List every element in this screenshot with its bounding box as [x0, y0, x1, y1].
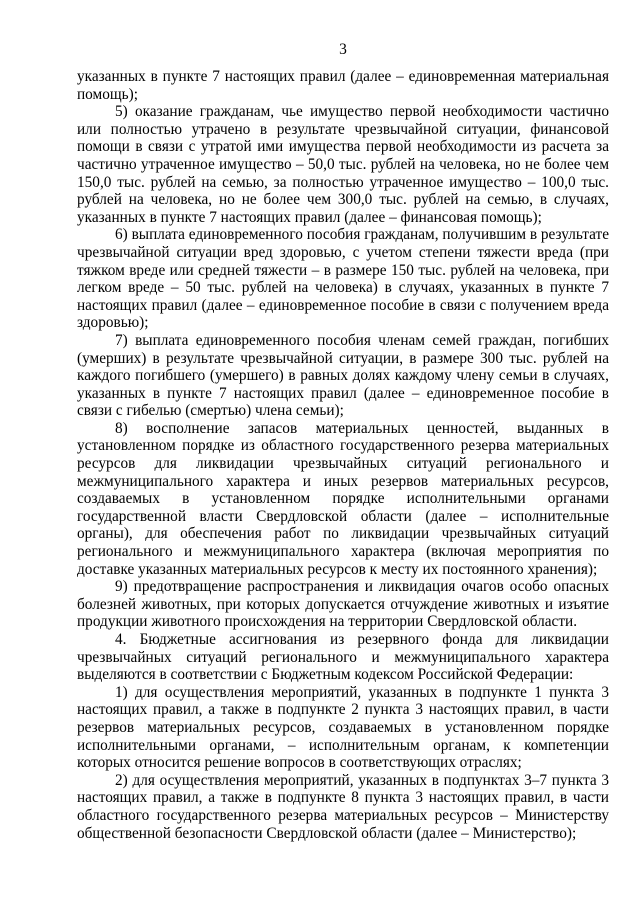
- paragraph-continuation: указанных в пункте 7 настоящих правил (далее – единовременная материальная помощь);: [77, 68, 609, 103]
- paragraph-section-4-item-1: 1) для осуществления мероприятий, указанных в подпункте 1 пункта 3 настоящих правил, а также в подпункте 2 пункта 3 настоящих правил, в части резервов материальных ресурсов, создаваемых в установленном порядке исполнительными органами, – исполнительным органам, к компетенции которых относится решение вопросов в соответствующих отраслях;: [77, 683, 609, 772]
- paragraph-section-4-item-2: 2) для осуществления мероприятий, указанных в подпунктах 3–7 пункта 3 настоящих правил, а также в подпункте 8 пункта 3 настоящих правил, в части областного государственного резерва материальных ресурсов – Министерству общественной безопасности Свердловской области (далее – Министерство);: [77, 771, 609, 842]
- paragraph-item-9: 9) предотвращение распространения и ликвидация очагов особо опасных болезней животных, при которых допускается отчуждение животных и изъятие продукции животного происхождения на территории Свердловской области.: [77, 578, 609, 631]
- document-page: [77, 40, 609, 842]
- page-number: 3: [339, 41, 347, 58]
- paragraph-item-6: 6) выплата единовременного пособия гражданам, получившим в результате чрезвычайной ситуации вред здоровью, с учетом степени тяжести вреда (при тяжком вреде или средней тяжести – в размере 150 тыс. рублей на человека, при легком вреде – 50 тыс. рублей на человека) в случаях, указанных в пункте 7 настоящих правил (далее – единовременное пособие в связи с получением вреда здоровью);: [77, 226, 609, 332]
- paragraph-item-7: 7) выплата единовременного пособия членам семей граждан, погибших (умерших) в результате чрезвычайной ситуации, в размере 300 тыс. рублей на каждого погибшего (умершего) в равных долях каждому члену семьи в случаях, указанных в пункте 7 настоящих правил (далее – единовременное пособие в связи с гибелью (смертью) члена семьи);: [77, 331, 609, 420]
- paragraph-item-5: 5) оказание гражданам, чье имущество первой необходимости частично или полностью утрачено в результате чрезвычайной ситуации, финансовой помощи в связи с утратой ими имущества первой необходимости из расчета за частично утраченное имущество – 50,0 тыс. рублей на человека, но не более чем 150,0 тыс. рублей на семью, за полностью утраченное имущество – 100,0 тыс. рублей на человека, но не более чем 300,0 тыс. рублей на семью, в случаях, указанных в пункте 7 настоящих правил (далее – финансовая помощь);: [77, 103, 609, 226]
- paragraph-section-4: 4. Бюджетные ассигнования из резервного фонда для ликвидации чрезвычайных ситуаций регионального и межмуниципального характера выделяются в соответствии с Бюджетным кодексом Российской Федерации:: [77, 631, 609, 684]
- paragraph-item-8: 8) восполнение запасов материальных ценностей, выданных в установленном порядке из областного государственного резерва материальных ресурсов для ликвидации чрезвычайных ситуаций регионального и межмуниципального характера и иных резервов материальных ресурсов, создаваемых в установленном порядке исполнительными органами государственной власти Свердловской области (далее – исполнительные органы), для обеспечения работ по ликвидации чрезвычайных ситуаций регионального и межмуниципального характера (включая мероприятия по доставке указанных материальных ресурсов к месту их постоянного хранения);: [77, 419, 609, 578]
